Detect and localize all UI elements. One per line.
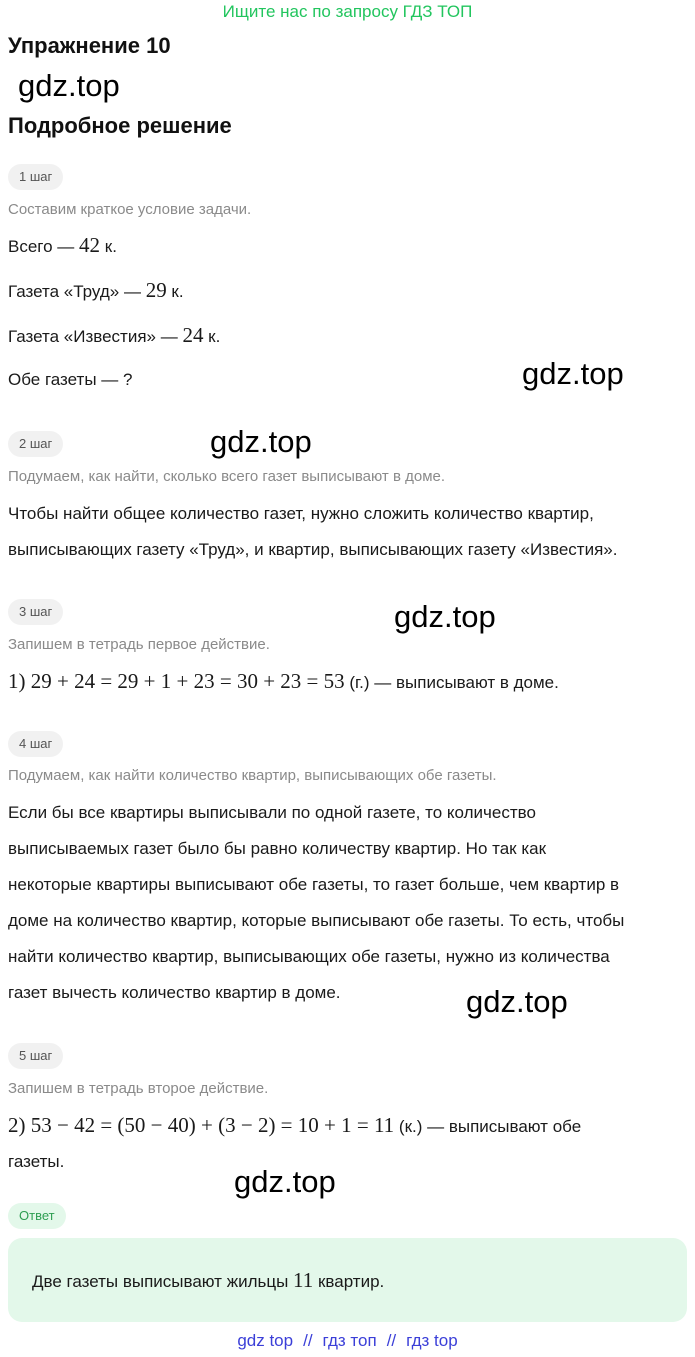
watermark: gdz.top: [210, 424, 312, 459]
answer-text: Две газеты выписывают жильцы 11 квартир.: [32, 1268, 385, 1292]
footer-separator: //: [303, 1331, 313, 1350]
step-3-badge: 3 шаг: [8, 599, 63, 625]
text-line: выписывающих газету «Труд», и квартир, выписывающих газету «Известия».: [8, 540, 618, 559]
text-line: найти количество квартир, выписывающих обе газеты, нужно из количества: [8, 947, 610, 966]
step-2-badge: 2 шаг: [8, 431, 63, 457]
text-line: некоторые квартиры выписывают обе газеты, то газет больше, чем квартир в: [8, 875, 620, 894]
footer-links: [0, 1331, 695, 1351]
watermark: gdz.top: [394, 599, 496, 634]
step-2-text: [8, 496, 678, 568]
step-3-hint: Запишем в тетрадь первое действие.: [8, 636, 270, 653]
search-banner[interactable]: Ищите нас по запросу ГДЗ ТОП: [222, 2, 473, 21]
condition-total: Всего — 42 к.: [8, 233, 117, 257]
step-5-hint: Запишем в тетрадь второе действие.: [8, 1080, 269, 1097]
text-line: Если бы все квартиры выписывали по одной газете, то количество: [8, 803, 536, 822]
step-5-equation: 2) 53 − 42 = (50 − 40) + (3 − 2) = 10 + 1 = 11 (к.) — выписывают обе: [8, 1113, 582, 1137]
text-line: доме на количество квартир, которые выписывают обе газеты. То есть, чтобы: [8, 911, 625, 930]
step-4-badge: 4 шаг: [8, 731, 63, 757]
solution-title: Подробное решение: [8, 113, 232, 138]
text-line: выписываемых газет было бы равно количеству квартир. Но так как: [8, 839, 547, 858]
condition-trud: Газета «Труд» — 29 к.: [8, 278, 184, 302]
step-4-text: [8, 795, 678, 1011]
footer-separator: //: [386, 1331, 397, 1350]
answer-badge: Ответ: [8, 1203, 66, 1229]
step-3-equation: 1) 29 + 24 = 29 + 1 + 23 = 30 + 23 = 53 (г.) — выписывают в доме.: [8, 669, 559, 693]
watermark: gdz.top: [234, 1164, 336, 1199]
step-1-hint: Составим краткое условие задачи.: [8, 201, 252, 218]
watermark: gdz.top: [466, 984, 568, 1019]
condition-izvestia: Газета «Известия» — 24 к.: [8, 323, 221, 347]
footer-link[interactable]: гдз top: [406, 1331, 458, 1350]
answer-box: [8, 1238, 687, 1322]
footer-link[interactable]: гдз топ: [322, 1331, 377, 1350]
step-1-badge: 1 шаг: [8, 164, 63, 190]
footer-link[interactable]: gdz top: [237, 1331, 294, 1350]
step-4-hint: Подумаем, как найти количество квартир, выписывающих обе газеты.: [8, 767, 497, 784]
step-5-continuation: газеты.: [8, 1152, 65, 1171]
watermark: gdz.top: [522, 356, 624, 391]
step-5-badge: 5 шаг: [8, 1043, 63, 1069]
watermark: gdz.top: [18, 68, 120, 103]
exercise-title: Упражнение 10: [8, 33, 171, 58]
text-line: Чтобы найти общее количество газет, нужно сложить количество квартир,: [8, 504, 594, 523]
text-line: газет вычесть количество квартир в доме.: [8, 983, 341, 1002]
condition-question: Обе газеты — ?: [8, 370, 133, 389]
step-2-hint: Подумаем, как найти, сколько всего газет выписывают в доме.: [8, 468, 446, 485]
